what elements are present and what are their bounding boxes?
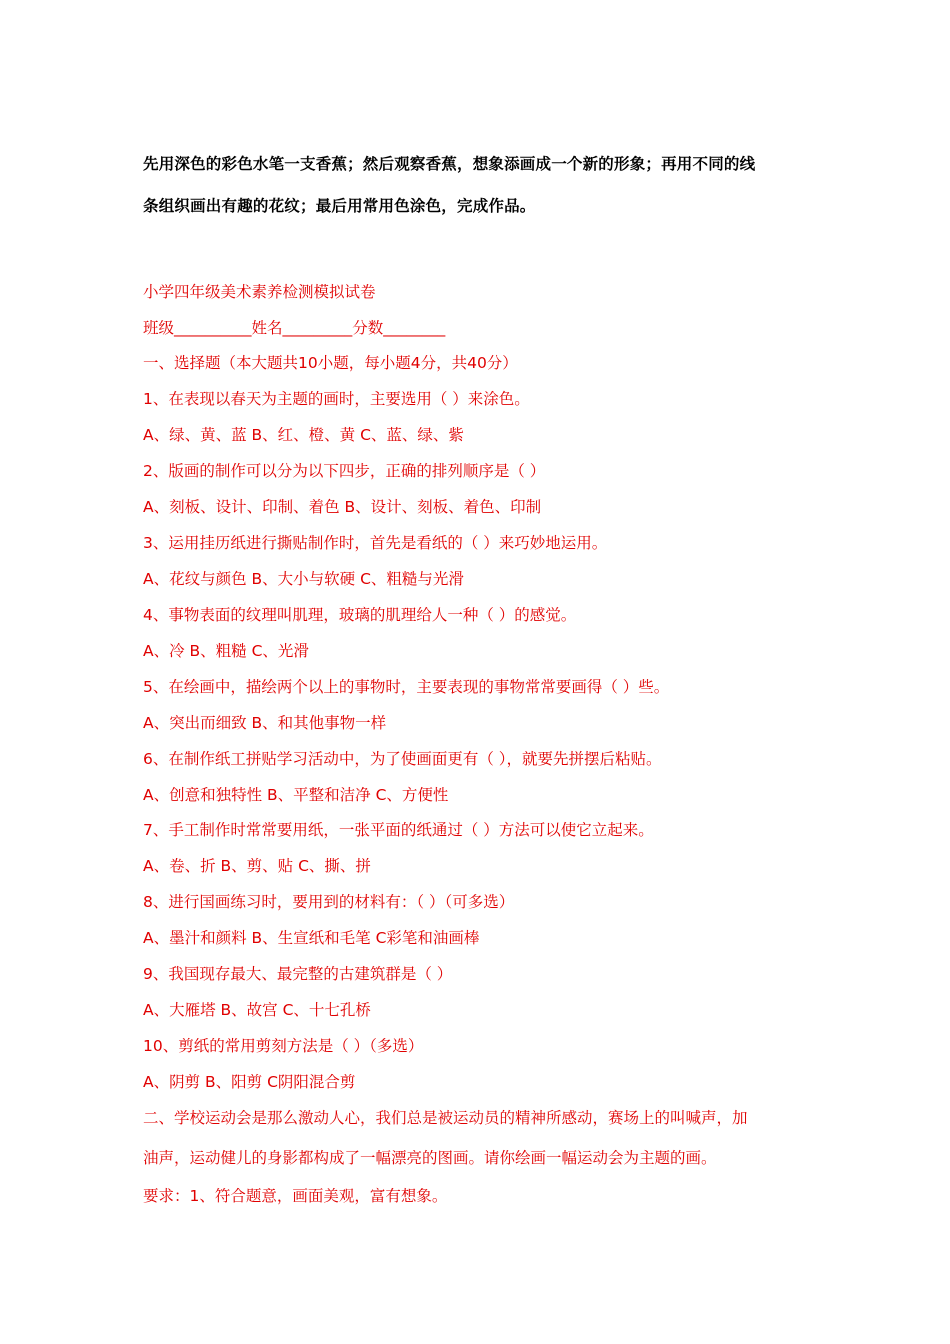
question-8-options: A、墨汁和颜料 B、生宣纸和毛笔 C彩笔和油画棒 bbox=[143, 929, 480, 947]
exam-title: 小学四年级美术素养检测模拟试卷 bbox=[143, 283, 376, 301]
section-1-heading: 一、选择题（本大题共10小题，每小题4分，共40分） bbox=[143, 354, 518, 372]
question-7: 7、手工制作时常常要用纸，一张平面的纸通过（ ）方法可以使它立起来。 bbox=[143, 821, 654, 839]
question-4-options: A、冷 B、粗糙 C、光滑 bbox=[143, 642, 309, 660]
question-2-options: A、刻板、设计、印制、着色 B、设计、刻板、着色、印制 bbox=[143, 498, 542, 516]
question-5-options: A、突出而细致 B、和其他事物一样 bbox=[143, 714, 387, 732]
question-9: 9、我国现存最大、最完整的古建筑群是（ ） bbox=[143, 965, 453, 983]
question-5: 5、在绘画中，描绘两个以上的事物时，主要表现的事物常常要画得（ ）些。 bbox=[143, 678, 670, 696]
question-3-options: A、花纹与颜色 B、大小与软硬 C、粗糙与光滑 bbox=[143, 570, 464, 588]
question-7-options: A、卷、折 B、剪、贴 C、撕、拼 bbox=[143, 857, 371, 875]
student-info-line: 班级__________姓名_________分数________ bbox=[143, 319, 446, 337]
intro-line-1: 先用深色的彩色水笔一支香蕉；然后观察香蕉，想象添画成一个新的形象；再用不同的线 bbox=[143, 155, 756, 173]
question-9-options: A、大雁塔 B、故宫 C、十七孔桥 bbox=[143, 1001, 371, 1019]
question-6-options: A、创意和独特性 B、平整和洁净 C、方便性 bbox=[143, 786, 449, 804]
question-6: 6、在制作纸工拼贴学习活动中，为了使画面更有（ ），就要先拼摆后粘贴。 bbox=[143, 750, 662, 768]
question-2: 2、版画的制作可以分为以下四步，正确的排列顺序是（ ） bbox=[143, 462, 546, 480]
question-3: 3、运用挂历纸进行撕贴制作时，首先是看纸的（ ）来巧妙地运用。 bbox=[143, 534, 608, 552]
question-4: 4、事物表面的纹理叫肌理，玻璃的肌理给人一种（ ）的感觉。 bbox=[143, 606, 577, 624]
requirement-line: 要求：1、符合题意，画面美观，富有想象。 bbox=[143, 1187, 448, 1205]
section-2-line-2: 油声，运动健儿的身影都构成了一幅漂亮的图画。请你绘画一幅运动会为主题的画。 bbox=[143, 1149, 717, 1167]
question-10-options: A、阴剪 B、阳剪 C阴阳混合剪 bbox=[143, 1073, 356, 1091]
question-10: 10、剪纸的常用剪刻方法是（ ）（多选） bbox=[143, 1037, 424, 1055]
question-1-options: A、绿、黄、蓝 B、红、橙、黄 C、蓝、绿、紫 bbox=[143, 426, 464, 444]
question-1: 1、在表现以春天为主题的画时，主要选用（ ）来涂色。 bbox=[143, 390, 530, 408]
question-8: 8、进行国画练习时，要用到的材料有：（ ）（可多选） bbox=[143, 893, 515, 911]
section-2-line-1: 二、学校运动会是那么激动人心，我们总是被运动员的精神所感动，赛场上的叫喊声，加 bbox=[143, 1109, 748, 1127]
intro-line-2: 条组织画出有趣的花纹；最后用常用色涂色，完成作品。 bbox=[143, 197, 536, 215]
